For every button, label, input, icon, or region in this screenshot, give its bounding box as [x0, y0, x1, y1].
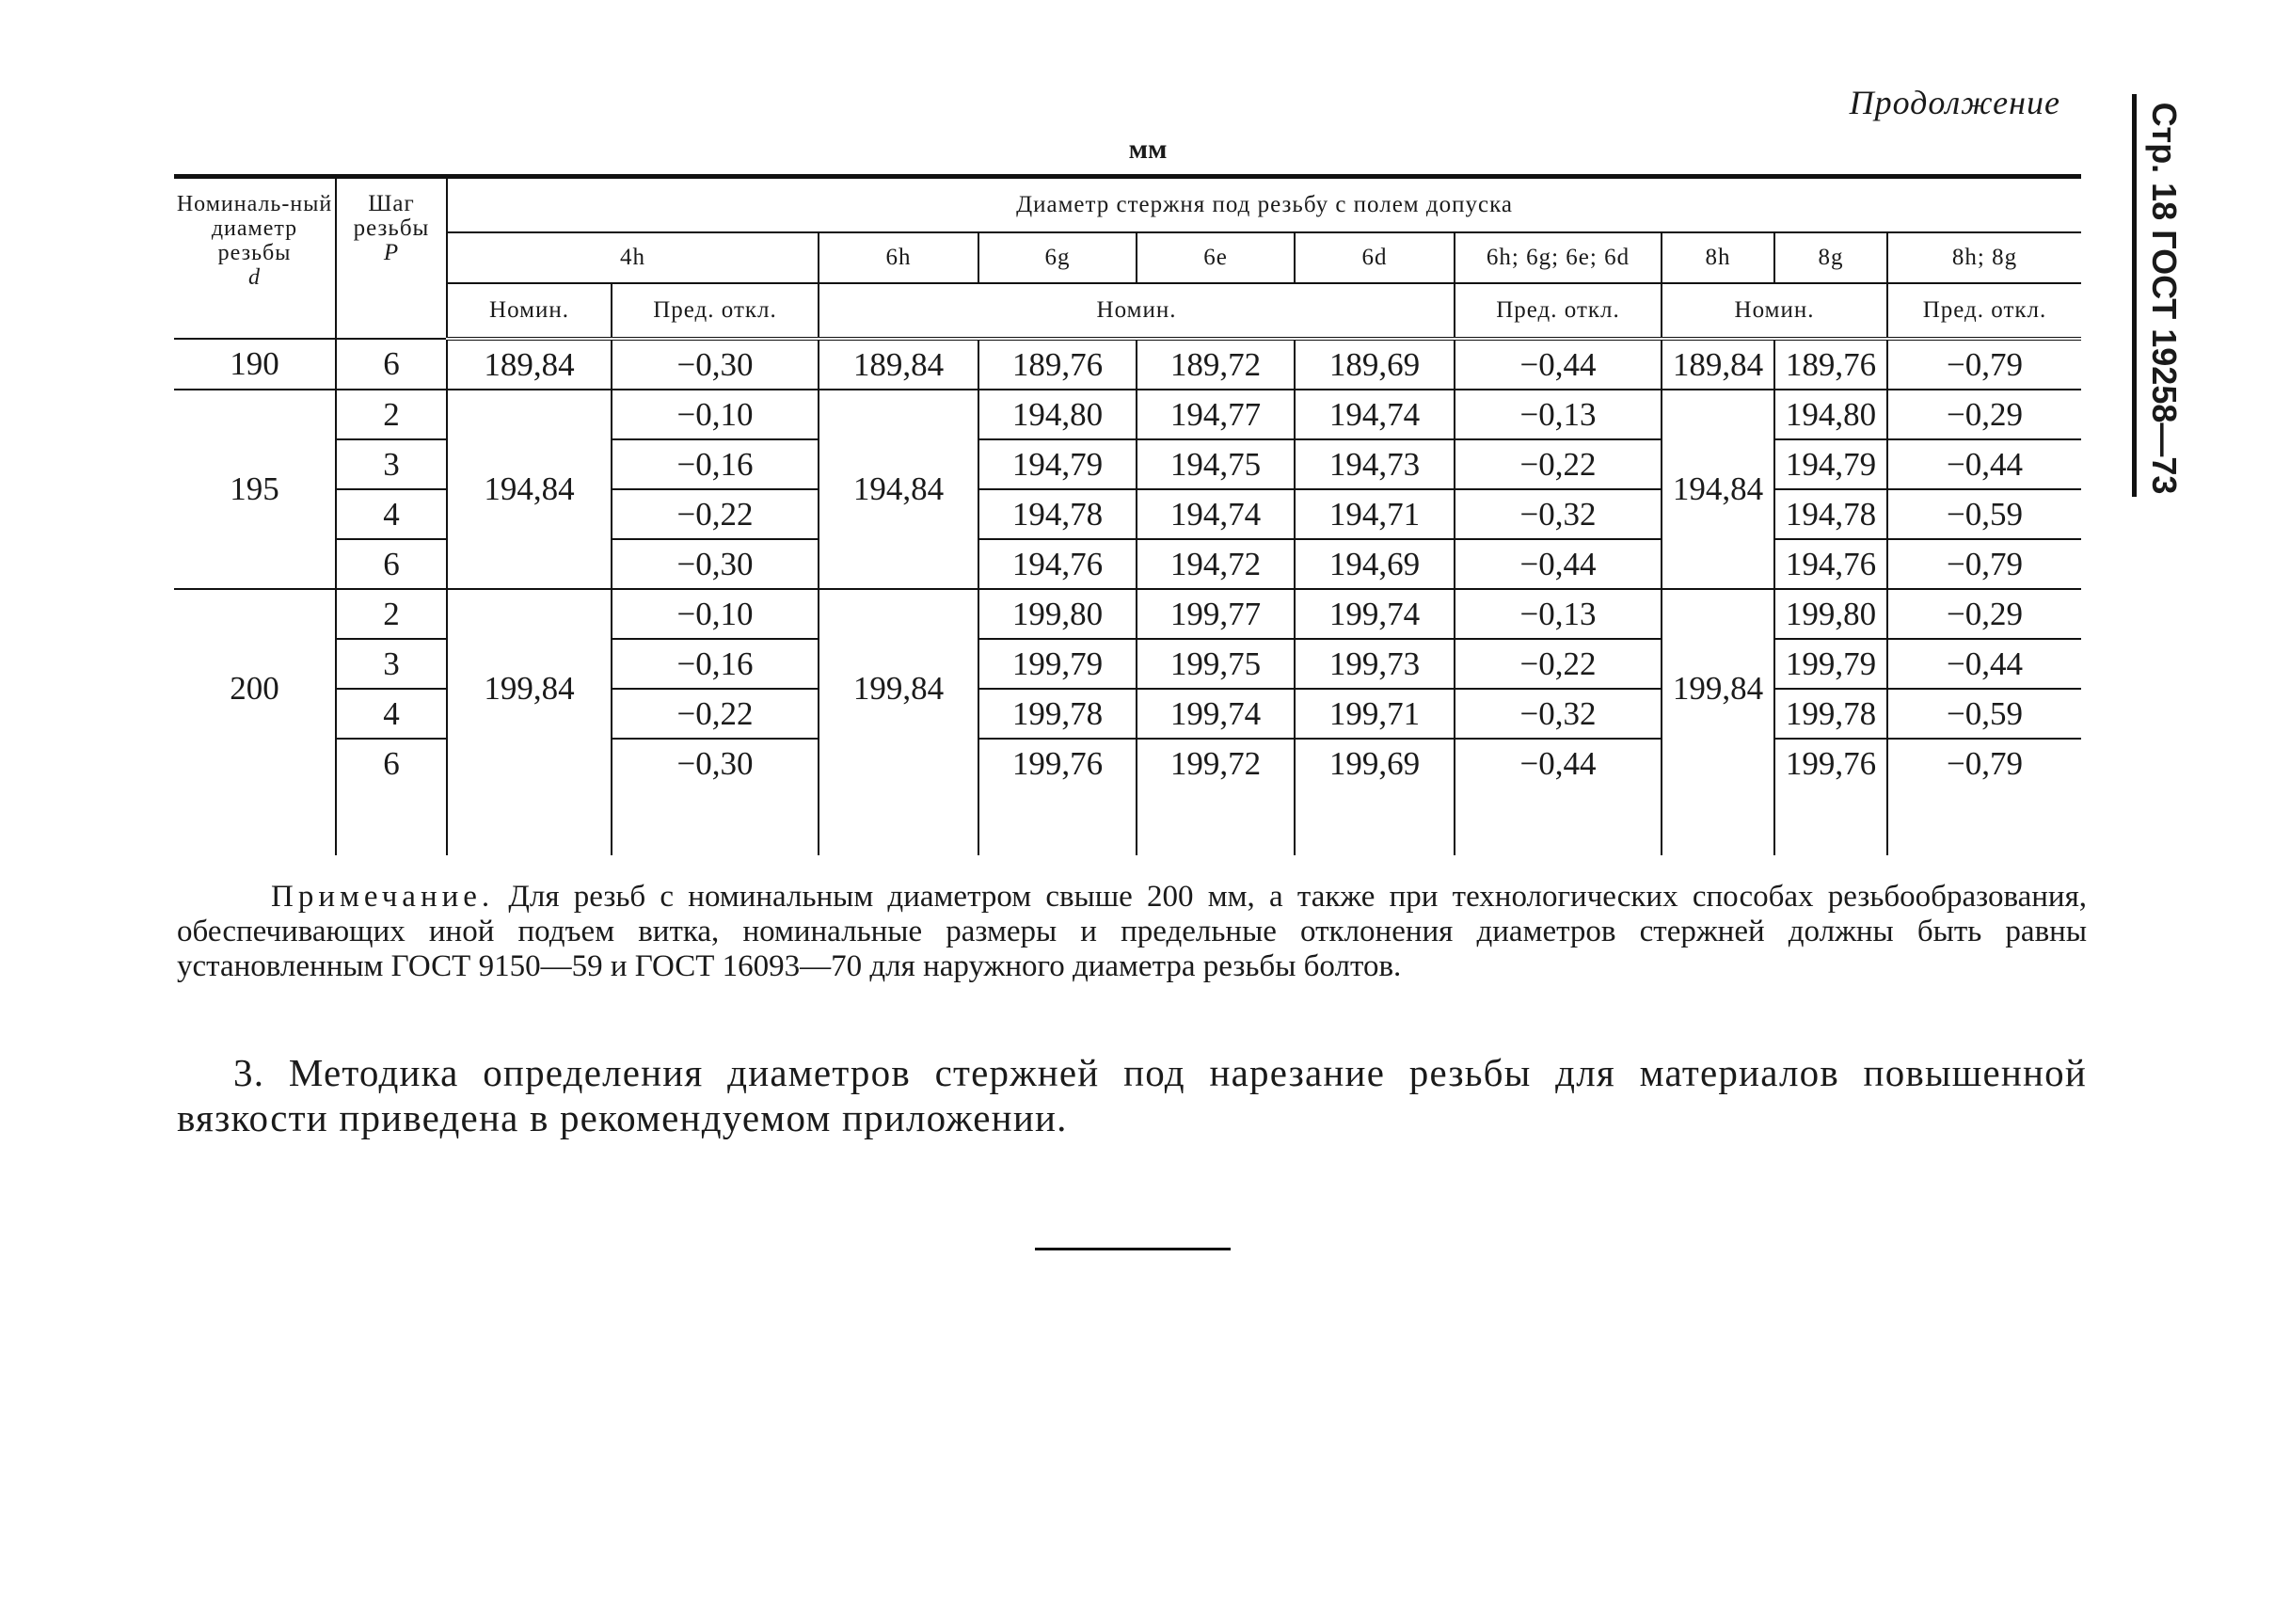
tail-cell [1137, 788, 1295, 855]
pitch-cell: 4 [336, 489, 447, 539]
nomin-6d-cell: 189,69 [1295, 339, 1455, 390]
nomin-8g-cell: 194,79 [1774, 439, 1887, 489]
dev-8-cell: −0,44 [1887, 639, 2081, 689]
header-nomin-6: Номин. [819, 283, 1455, 339]
tail-cell [612, 788, 819, 855]
nomin-6e-cell: 194,72 [1137, 539, 1295, 589]
dev-4h-cell: −0,30 [612, 739, 819, 788]
nomin-6g-cell: 194,76 [978, 539, 1137, 589]
header-field-6d: 6d [1295, 232, 1455, 283]
nomin-8g-cell: 199,76 [1774, 739, 1887, 788]
tail-cell [819, 788, 978, 855]
nomin-6d-cell: 199,73 [1295, 639, 1455, 689]
dev-4h-cell: −0,16 [612, 639, 819, 689]
tail-cell [1774, 788, 1887, 855]
dev-8-cell: −0,79 [1887, 339, 2081, 390]
tail-cell [1662, 788, 1774, 855]
dev-6-cell: −0,13 [1455, 589, 1662, 639]
nomin-8g-cell: 194,76 [1774, 539, 1887, 589]
nomin-6g-cell: 199,79 [978, 639, 1137, 689]
header-field-6e: 6e [1137, 232, 1295, 283]
nomin-8g-cell: 199,78 [1774, 689, 1887, 739]
nomin-8g-cell: 194,78 [1774, 489, 1887, 539]
dev-6-cell: −0,44 [1455, 539, 1662, 589]
header-dev-6: Пред. откл. [1455, 283, 1662, 339]
tail-cell [978, 788, 1137, 855]
header-field-4h: 4h [447, 232, 819, 283]
dev-6-cell: −0,22 [1455, 639, 1662, 689]
pitch-cell: 3 [336, 639, 447, 689]
pitch-cell: 2 [336, 390, 447, 439]
header-nominal-diameter: Номиналь-ный диаметр резьбы d [174, 177, 336, 340]
dev-4h-cell: −0,10 [612, 589, 819, 639]
header-field-6-all: 6h; 6g; 6e; 6d [1455, 232, 1662, 283]
nomin-6e-cell: 194,74 [1137, 489, 1295, 539]
nomin-6g-cell: 194,78 [978, 489, 1137, 539]
pitch-cell: 6 [336, 539, 447, 589]
note-label: Примечание. [271, 880, 495, 914]
nomin-6d-cell: 199,74 [1295, 589, 1455, 639]
pitch-cell: 4 [336, 689, 447, 739]
nomin-6d-cell: 194,73 [1295, 439, 1455, 489]
header-dev-4h: Пред. откл. [612, 283, 819, 339]
nomin-6d-cell: 194,74 [1295, 390, 1455, 439]
dev-4h-cell: −0,10 [612, 390, 819, 439]
dev-8-cell: −0,29 [1887, 589, 2081, 639]
dev-6-cell: −0,44 [1455, 739, 1662, 788]
nomin-6g-cell: 194,80 [978, 390, 1137, 439]
nomin-6e-cell: 194,75 [1137, 439, 1295, 489]
nomin-8g-cell: 189,76 [1774, 339, 1887, 390]
pitch-cell: 6 [336, 339, 447, 390]
nomin-8h-cell: 194,84 [1662, 390, 1774, 589]
pitch-cell: 6 [336, 739, 447, 788]
header-field-6g: 6g [978, 232, 1137, 283]
nomin-4h-cell: 189,84 [447, 339, 612, 390]
nomin-6e-cell: 194,77 [1137, 390, 1295, 439]
tail-cell [1887, 788, 2081, 855]
nomin-4h-cell: 199,84 [447, 589, 612, 788]
dev-8-cell: −0,44 [1887, 439, 2081, 489]
header-group-tolerance: Диаметр стержня под резьбу с полем допуска [447, 177, 2081, 233]
nomin-6h-cell: 194,84 [819, 390, 978, 589]
dev-6-cell: −0,22 [1455, 439, 1662, 489]
nomin-6d-cell: 194,69 [1295, 539, 1455, 589]
header-field-8g: 8g [1774, 232, 1887, 283]
header-kind-row [174, 283, 2081, 339]
nomin-6e-cell: 199,75 [1137, 639, 1295, 689]
dev-4h-cell: −0,30 [612, 339, 819, 390]
pitch-cell: 2 [336, 589, 447, 639]
thread-diameter-table [174, 174, 2081, 855]
continuation-label: Продолжение [1849, 84, 2060, 121]
nomin-6e-cell: 189,72 [1137, 339, 1295, 390]
dev-6-cell: −0,13 [1455, 390, 1662, 439]
header-field-8-all: 8h; 8g [1887, 232, 2081, 283]
nomin-8h-cell: 189,84 [1662, 339, 1774, 390]
end-rule [1035, 1248, 1231, 1250]
table-note [177, 880, 2087, 984]
dev-6-cell: −0,44 [1455, 339, 1662, 390]
header-nomin-8: Номин. [1662, 283, 1887, 339]
nomin-4h-cell: 194,84 [447, 390, 612, 589]
nomin-6g-cell: 189,76 [978, 339, 1137, 390]
dev-8-cell: −0,29 [1887, 390, 2081, 439]
nomin-8g-cell: 199,80 [1774, 589, 1887, 639]
dev-4h-cell: −0,22 [612, 489, 819, 539]
tail-cell [336, 788, 447, 855]
table-row [174, 390, 2081, 439]
nomin-6g-cell: 194,79 [978, 439, 1137, 489]
header-field-8h: 8h [1662, 232, 1774, 283]
tail-cell [1455, 788, 1662, 855]
nomin-6h-cell: 199,84 [819, 589, 978, 788]
pitch-cell: 3 [336, 439, 447, 489]
diameter-cell: 195 [174, 390, 336, 589]
nomin-8g-cell: 199,79 [1774, 639, 1887, 689]
dev-8-cell: −0,79 [1887, 739, 2081, 788]
dev-6-cell: −0,32 [1455, 489, 1662, 539]
header-dev-8: Пред. откл. [1887, 283, 2081, 339]
units-label: мм [1128, 134, 1168, 165]
note-text: Для резьб с номинальным диаметром свыше 200 мм, а также при технологических способах резьбообразования, обеспечивающих иной подъем витка, номинальные размеры и предельные отклонения диаметров стержней должны быть равны установленным ГОСТ 9150—59 и ГОСТ 16093—70 для наружного диаметра резьбы болтов. [177, 880, 2088, 983]
nomin-6e-cell: 199,74 [1137, 689, 1295, 739]
section-paragraph: 3. Методика определения диаметров стержней под нарезание резьбы для материалов повышенной вязкости приведена в рекомендуемом приложении. [177, 1051, 2087, 1139]
nomin-6d-cell: 199,69 [1295, 739, 1455, 788]
header-field-6h: 6h [819, 232, 978, 283]
header-fields-row [174, 232, 2081, 283]
dev-4h-cell: −0,22 [612, 689, 819, 739]
dev-4h-cell: −0,30 [612, 539, 819, 589]
tail-cell [447, 788, 612, 855]
table-tail-row [174, 788, 2081, 855]
diameter-cell: 190 [174, 339, 336, 390]
nomin-6d-cell: 194,71 [1295, 489, 1455, 539]
header-nomin-4h: Номин. [447, 283, 612, 339]
tail-cell [174, 788, 336, 855]
header-pitch: Шаг резьбы P [336, 177, 447, 340]
dev-4h-cell: −0,16 [612, 439, 819, 489]
dev-8-cell: −0,59 [1887, 689, 2081, 739]
nomin-6g-cell: 199,76 [978, 739, 1137, 788]
nomin-8h-cell: 199,84 [1662, 589, 1774, 788]
nomin-8g-cell: 194,80 [1774, 390, 1887, 439]
page-number-label: Стр. 18 ГОСТ 19258—73 [2145, 102, 2184, 495]
nomin-6h-cell: 189,84 [819, 339, 978, 390]
table-row [174, 589, 2081, 639]
diameter-cell: 200 [174, 589, 336, 788]
nomin-6g-cell: 199,78 [978, 689, 1137, 739]
nomin-6e-cell: 199,77 [1137, 589, 1295, 639]
sidebar-rule [2132, 94, 2137, 497]
dev-8-cell: −0,59 [1887, 489, 2081, 539]
nomin-6g-cell: 199,80 [978, 589, 1137, 639]
tail-cell [1295, 788, 1455, 855]
nomin-6d-cell: 199,71 [1295, 689, 1455, 739]
table-row [174, 339, 2081, 390]
dev-6-cell: −0,32 [1455, 689, 1662, 739]
nomin-6e-cell: 199,72 [1137, 739, 1295, 788]
dev-8-cell: −0,79 [1887, 539, 2081, 589]
